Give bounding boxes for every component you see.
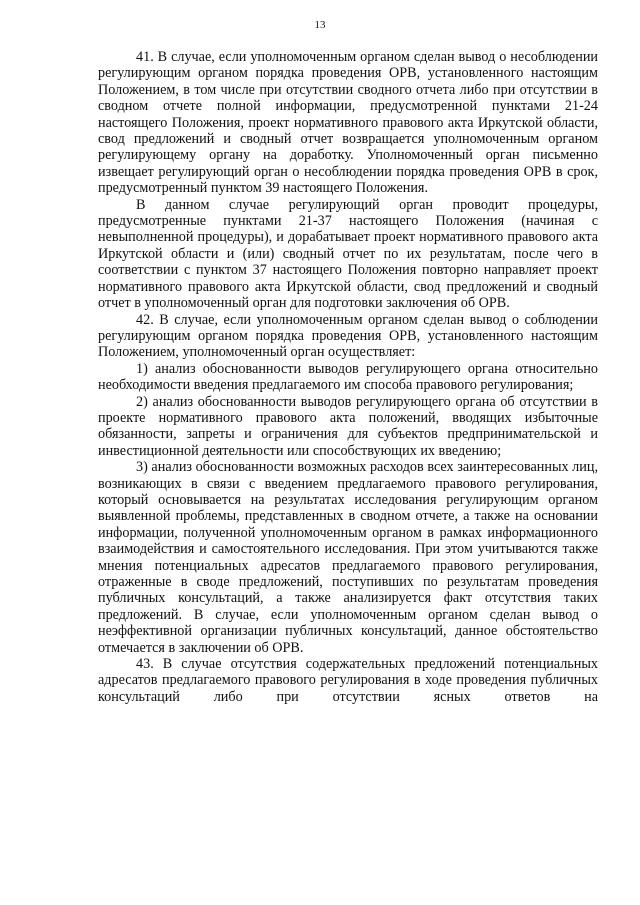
paragraph-42: 42. В случае, если уполномоченным органом сделан вывод о соблюдении регулирующим органом порядка проведения ОРВ, установленного настоящим Положением, уполномоченный орган осуществляет: [98,311,598,361]
paragraph-42-item-2: 2) анализ обоснованности выводов регулирующего органа об отсутствии в проекте нормативного правового акта положений, вводящих избыточные обязанности, запреты и ограничения для субъектов предпринимательской и инвестиционной деятельности или способствующих их введению; [98,393,598,459]
page-number: 13 [314,19,326,31]
document-body [98,49,598,705]
paragraph-42-item-3: 3) анализ обоснованности возможных расходов всех заинтересованных лиц, возникающих в связи с введением предлагаемого правового регулирования, который основывается на результатах исследования регулирующим органом выявленной проблемы, представленных в сводном отчете, а также на основании информации, полученной уполномоченным органом в рамках информационного взаимодействия и самостоятельного исследования. При этом учитываются также мнения потенциальных адресатов предлагаемого правового регулирования, отраженные в своде предложений, поступивших по результатам проведения публичных консультаций, а также анализируется факт отсутствия таких предложений. В случае, если уполномоченным органом сделан вывод о неэффективной организации публичных консультаций, данное обстоятельство отмечается в заключении об ОРВ. [98,459,598,656]
paragraph-41-continuation: В данном случае регулирующий орган проводит процедуры, предусмотренные пунктами 21-37 настоящего Положения (начиная с невыполненной процедуры), и дорабатывает проект нормативного правового акта Иркутской области и (или) сводный отчет по их результатам, после чего в соответствии с пунктом 37 настоящего Положения повторно направляет проект нормативного правового акта Иркутской области, свод предложений и сводный отчет в уполномоченный орган для подготовки заключения об ОРВ. [98,196,598,312]
paragraph-42-item-1: 1) анализ обоснованности выводов регулирующего органа относительно необходимости введения предлагаемого им способа правового регулирования; [98,360,598,394]
paragraph-41: 41. В случае, если уполномоченным органом сделан вывод о несоблюдении регулирующим органом порядка проведения ОРВ, установленного настоящим Положением, в том числе при отсутствии сводного отчета либо при отсутствии в сводном отчете полной информации, предусмотренной пунктами 21-24 настоящего Положения, проект нормативного правового акта Иркутской области, свод предложений и сводный отчет возвращается уполномоченным органом регулирующему органу на доработку. Уполномоченный орган письменно извещает регулирующий орган о несоблюдении порядка проведения ОРВ в срок, предусмотренный пунктом 39 настоящего Положения. [98,49,598,197]
paragraph-43: 43. В случае отсутствия содержательных предложений потенциальных адресатов предлагаемого правового регулирования в ходе проведения публичных консультаций либо при отсутствии ясных ответов на [98,656,598,705]
